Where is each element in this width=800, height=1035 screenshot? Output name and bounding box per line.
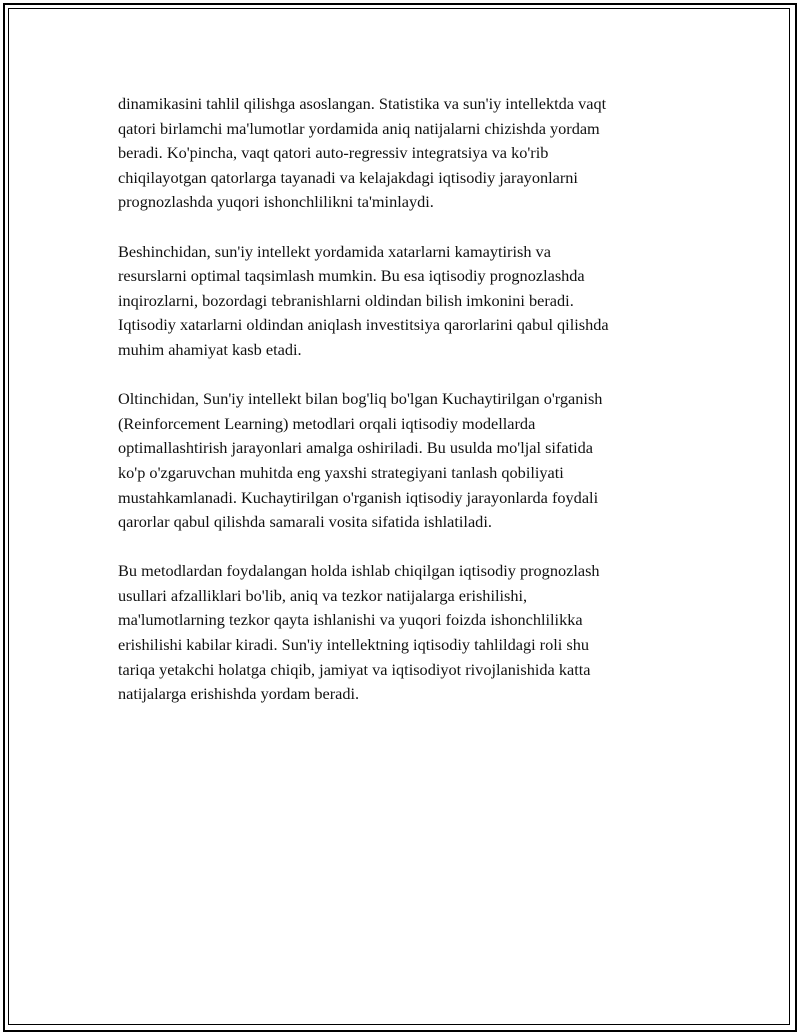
text-line: Beshinchidan, sun'iy intellekt yordamida xatarlarni kamaytirish va: [118, 241, 551, 261]
text-line: natijalarga erishishda yordam beradi.: [118, 684, 360, 704]
paragraph-time-series: [118, 92, 688, 215]
text-line: usullari afzalliklari bo'lib, aniq va tezkor natijalarga erishilishi,: [118, 585, 528, 605]
document-body: [118, 92, 688, 731]
text-line: ko'p o'zgaruvchan muhitda eng yaxshi strategiyani tanlash qobiliyati: [118, 462, 564, 482]
text-line: erishilishi kabilar kiradi. Sun'iy intellektning iqtisodiy tahlildagi roli shu: [118, 635, 589, 655]
text-line: muhim ahamiyat kasb etadi.: [118, 339, 302, 359]
text-line: qarorlar qabul qilishda samarali vosita sifatida ishlatiladi.: [118, 512, 492, 532]
text-line: Bu metodlardan foydalangan holda ishlab chiqilgan iqtisodiy prognozlash: [118, 561, 600, 581]
text-line: Oltinchidan, Sun'iy intellekt bilan bog'liq bo'lgan Kuchaytirilgan o'rganish: [118, 389, 603, 409]
text-line: beradi. Ko'pincha, vaqt qatori auto-regressiv integratsiya va ko'rib: [118, 143, 549, 163]
text-line: optimallashtirish jarayonlari amalga oshiriladi. Bu usulda mo'ljal sifatida: [118, 438, 593, 458]
text-line: ma'lumotlarning tezkor qayta ishlanishi va yuqori foizda ishonchlilikka: [118, 610, 583, 630]
text-line: (Reinforcement Learning) metodlari orqali iqtisodiy modellarda: [118, 413, 536, 433]
text-line: chiqilayotgan qatorlarga tayanadi va kelajakdagi iqtisodiy jarayonlarni: [118, 167, 578, 187]
text-line: prognozlashda yuqori ishonchlilikni ta'minlaydi.: [118, 192, 434, 212]
text-line: mustahkamlanadi. Kuchaytirilgan o'rganish iqtisodiy jarayonlarda foydali: [118, 487, 599, 507]
text-line: Iqtisodiy xatarlarni oldindan aniqlash investitsiya qarorlarini qabul qilishda: [118, 315, 609, 335]
text-line: inqirozlarni, bozordagi tebranishlarni oldindan bilish imkonini beradi.: [118, 290, 574, 310]
paragraph-sixth: [118, 387, 688, 535]
text-line: resurslarni optimal taqsimlash mumkin. Bu esa iqtisodiy prognozlashda: [118, 266, 585, 286]
text-line: qatori birlamchi ma'lumotlar yordamida aniq natijalarni chizishda yordam: [118, 118, 600, 138]
paragraph-fifth: [118, 240, 688, 363]
text-line: tariqa yetakchi holatga chiqib, jamiyat va iqtisodiyot rivojlanishida katta: [118, 659, 591, 679]
text-line: dinamikasini tahlil qilishga asoslangan. Statistika va sun'iy intellektda vaqt: [118, 94, 607, 113]
paragraph-conclusion: [118, 559, 688, 707]
